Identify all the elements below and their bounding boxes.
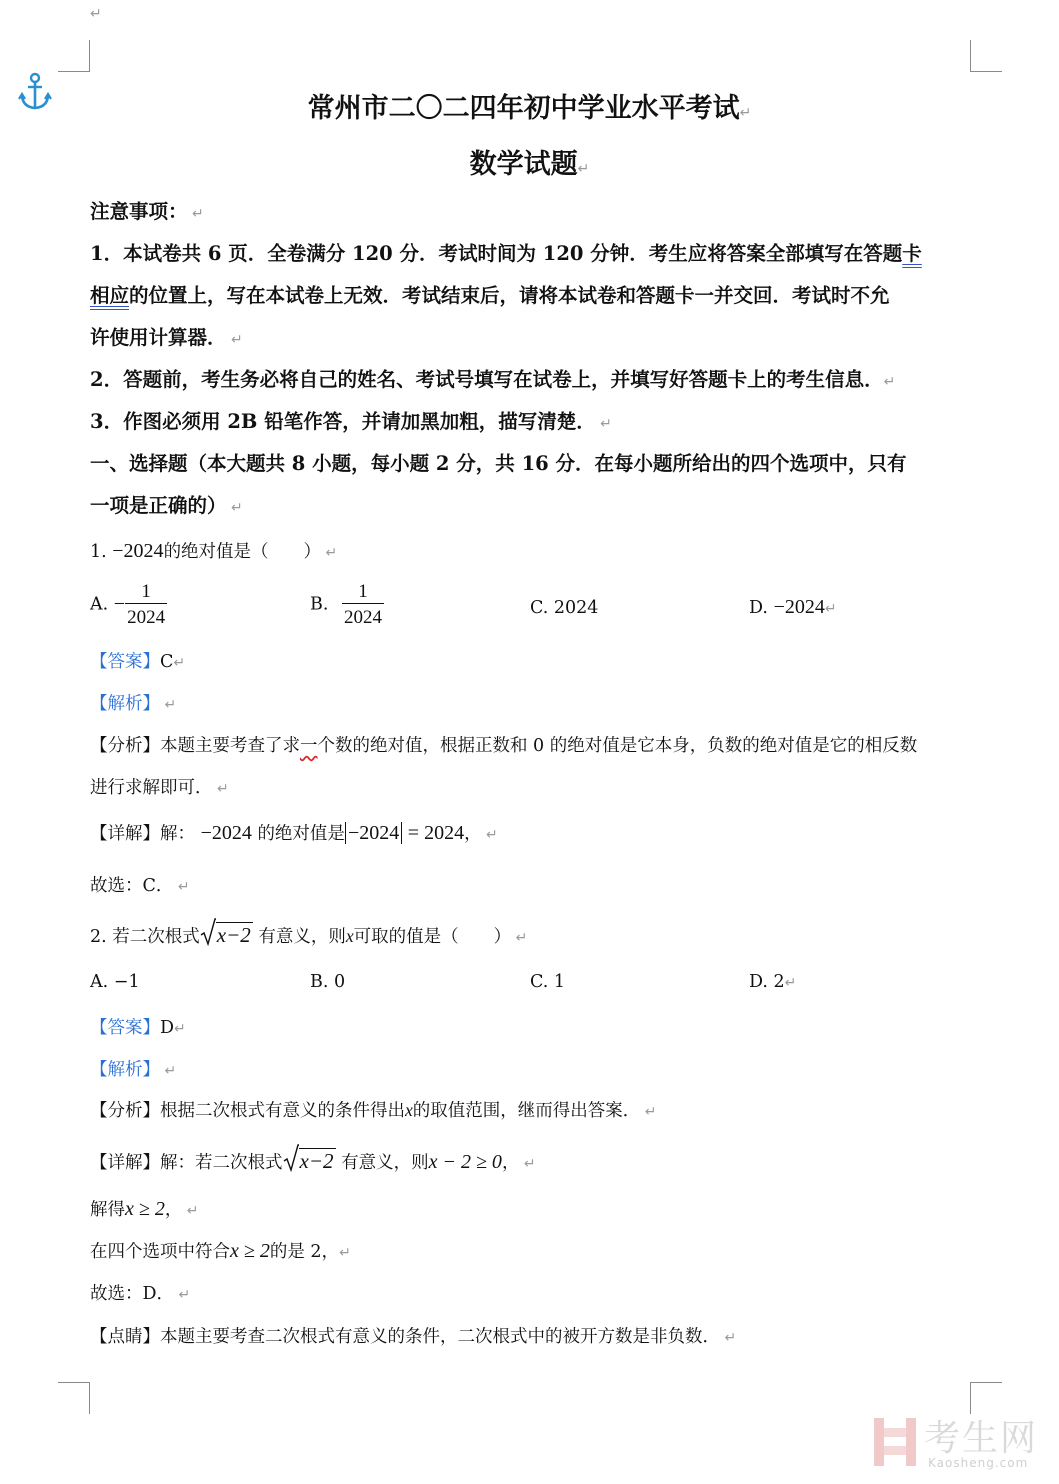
exam-title: 常州市二〇二四年初中学业水平考试↵: [307, 93, 752, 124]
notice-item-1-line-1: 1．本试卷共 6 页．全卷满分 120 分．考试时间为 120 分钟．考生应将答案全部填写在答题卡: [90, 242, 922, 265]
notice-heading: 注意事项： ↵: [90, 200, 204, 223]
q2-solve: 解得x ≥ 2， ↵: [90, 1198, 199, 1220]
question-2-stem: 2. 若二次根式 x−2 有意义，则x可取的值是（ ） ↵: [90, 918, 527, 948]
q2-analysis-tag: 【解析】 ↵: [90, 1060, 177, 1080]
q1-option-b-fraction: $\frac{1}{2024}$: [344, 581, 383, 628]
q1-guxuan: 故选：C． ↵: [90, 876, 190, 896]
exam-subtitle: 数学试题↵: [469, 149, 590, 180]
q2-fenxi: 【分析】根据二次根式有意义的条件得出x的取值范围，继而得出答案． ↵: [90, 1100, 657, 1121]
notice-item-2: 2．答题前，考生务必将自己的姓名、考试号填写在试卷上，并填写好答题卡上的考生信息．↵: [90, 368, 896, 391]
absolute-value-expression: −2024: [345, 822, 402, 844]
q2-fit: 在四个选项中符合x ≥ 2的是 2，↵: [90, 1240, 351, 1262]
q1-fenxi-line-2: 进行求解即可． ↵: [90, 778, 229, 798]
watermark-brand: 考生网: [924, 1418, 1039, 1459]
crop-mark-top-left: [58, 40, 90, 72]
paragraph-mark: ↵: [90, 6, 102, 22]
q2-answer: 【答案】D↵: [90, 1018, 186, 1038]
q1-expression: −2024: [112, 540, 164, 562]
section-heading-line-1: 一、选择题（本大题共 8 小题，每小题 2 分，共 16 分．在每小题所给出的四个选项中，只有: [90, 452, 907, 475]
q1-option-a-fraction: $\frac{1}{2024}$: [127, 581, 166, 628]
q2-option-c[interactable]: C. 1: [530, 972, 566, 992]
watermark-url: Kaosheng.com: [928, 1456, 1029, 1470]
question-1-stem: 1. −2024的绝对值是（ ） ↵: [90, 540, 338, 562]
q2-option-a[interactable]: A. −1: [90, 972, 140, 992]
sqrt-expression: x−2: [200, 918, 253, 946]
q2-option-b[interactable]: B. 0: [310, 972, 346, 992]
q2-detail: 【详解】解：若二次根式 x−2 有意义，则x − 2 ≥ 0， ↵: [90, 1144, 536, 1174]
q2-guxuan: 故选：D． ↵: [90, 1284, 191, 1304]
section-heading-line-2: 一项是正确的） ↵: [90, 494, 243, 517]
q1-option-d[interactable]: D. −2024↵: [749, 596, 837, 618]
q1-option-b[interactable]: B. $\frac{1}{2024}$: [310, 581, 383, 628]
notice-item-1-line-2: 相应的位置上，写在本试卷上无效．考试结束后，请将本试卷和答题卡一并交回．考试时不允: [90, 284, 890, 307]
q1-detail: 【详解】解： −2024 的绝对值是 −2024 = 2024， ↵: [90, 822, 498, 844]
q1-analysis-tag: 【解析】 ↵: [90, 694, 177, 714]
sqrt-expression-detail: x−2: [283, 1144, 336, 1172]
crop-mark-top-right: [970, 40, 1002, 72]
watermark-logo-icon: [872, 1416, 918, 1468]
q2-option-d[interactable]: D. 2↵: [749, 972, 797, 992]
q1-fenxi-line-1: 【分析】本题主要考查了求一个数的绝对值，根据正数和 0 的绝对值是它本身，负数的绝对值是它的相反数: [90, 736, 918, 756]
q1-answer: 【答案】C↵: [90, 652, 186, 672]
q1-option-a[interactable]: A. − $\frac{1}{2024}$: [90, 581, 166, 628]
crop-mark-bottom-left: [58, 1382, 90, 1414]
notice-item-3: 3．作图必须用 2B 铅笔作答，并请加黑加粗，描写清楚． ↵: [90, 410, 612, 433]
notice-item-1-line-3: 许使用计算器． ↵: [90, 326, 243, 349]
q1-option-c[interactable]: C. 2024: [530, 598, 599, 618]
q2-dianjing: 【点睛】本题主要考查二次根式有意义的条件，二次根式中的被开方数是非负数． ↵: [90, 1327, 737, 1347]
